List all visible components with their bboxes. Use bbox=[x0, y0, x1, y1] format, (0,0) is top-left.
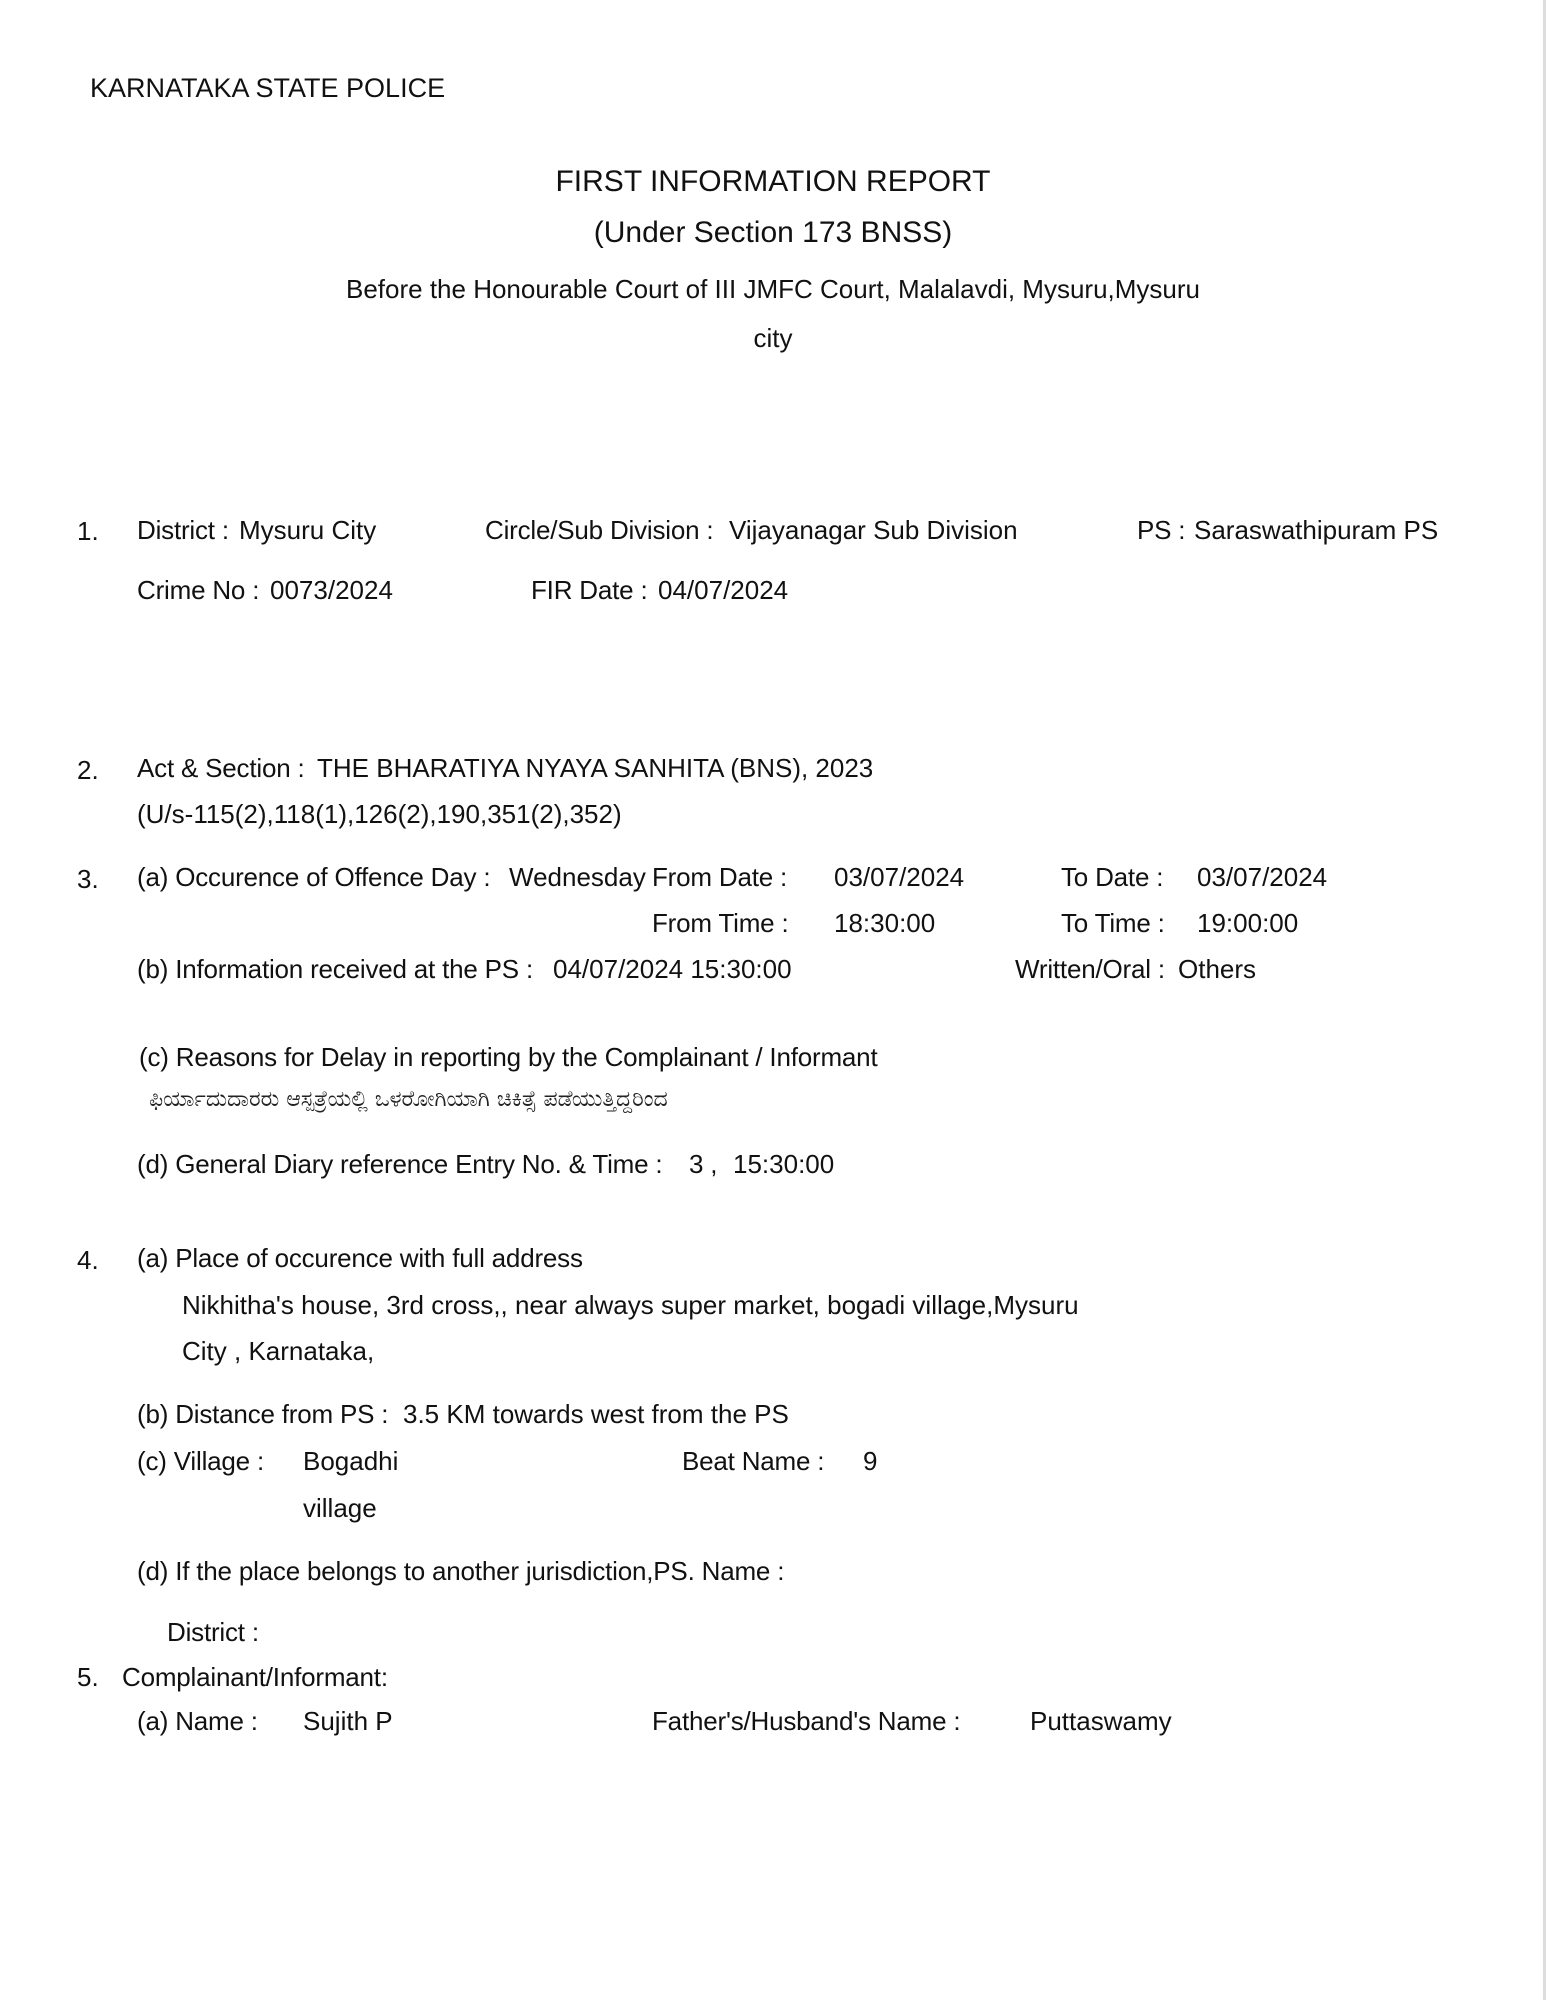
crime-no-label: Crime No : bbox=[137, 575, 260, 605]
beat-name-label: Beat Name : bbox=[682, 1446, 825, 1476]
beat-name-value: 9 bbox=[863, 1446, 878, 1476]
father-name-value: Puttaswamy bbox=[1030, 1706, 1172, 1736]
report-subtitle: (Under Section 173 BNSS) bbox=[593, 216, 953, 249]
father-name-label: Father's/Husband's Name : bbox=[652, 1706, 961, 1736]
occurence-day-value: Wednesday bbox=[509, 862, 646, 892]
district-label: District : bbox=[137, 515, 229, 545]
section-2-number: 2. bbox=[77, 755, 99, 785]
complainant-name-value: Sujith P bbox=[303, 1706, 393, 1736]
village-label: (c) Village : bbox=[137, 1446, 264, 1476]
diary-time: 15:30:00 bbox=[733, 1149, 835, 1179]
info-received-label: (b) Information received at the PS : bbox=[137, 954, 533, 984]
complainant-label: Complainant/Informant: bbox=[122, 1662, 388, 1692]
info-received-value: 04/07/2024 15:30:00 bbox=[553, 954, 792, 984]
section-4-number: 4. bbox=[77, 1245, 99, 1275]
org-name: KARNATAKA STATE POLICE bbox=[90, 73, 446, 103]
fir-date-value: 04/07/2024 bbox=[658, 575, 789, 605]
diary-ref-label: (d) General Diary reference Entry No. & Time : bbox=[137, 1149, 663, 1179]
section-1-number: 1. bbox=[77, 516, 99, 546]
circle-value: Vijayanagar Sub Division bbox=[729, 515, 1018, 545]
sections-value: (U/s-115(2),118(1),126(2),190,351(2),352) bbox=[137, 799, 622, 829]
occurence-day-label: (a) Occurence of Offence Day : bbox=[137, 862, 491, 892]
jurisdiction-label: (d) If the place belongs to another jurisdiction,PS. Name : bbox=[137, 1556, 785, 1586]
written-oral-value: Others bbox=[1178, 954, 1257, 984]
village-value-line-2: village bbox=[303, 1493, 377, 1523]
place-label: (a) Place of occurence with full address bbox=[137, 1243, 583, 1273]
court-line-1: Before the Honourable Court of III JMFC Court, Malalavdi, Mysuru,Mysuru bbox=[346, 274, 1200, 304]
court-line-2: city bbox=[753, 323, 793, 353]
to-time-value: 19:00:00 bbox=[1197, 908, 1299, 938]
from-time-value: 18:30:00 bbox=[834, 908, 936, 938]
delay-reason-text: ಫಿರ್ಯಾದುದಾರರು ಆಸ್ಪತ್ರೆಯಲ್ಲಿ ಒಳರೋಗಿಯಾಗಿ ಚಿಕಿತ್ಸೆ ಪಡೆಯುತ್ತಿದ್ದರಿಂದ bbox=[149, 1087, 668, 1112]
section-3-number: 3. bbox=[77, 864, 99, 894]
report-title: FIRST INFORMATION REPORT bbox=[555, 165, 991, 198]
jurisdiction-district-label: District : bbox=[167, 1617, 259, 1647]
act-value: THE BHARATIYA NYAYA SANHITA (BNS), 2023 bbox=[317, 753, 874, 783]
delay-reason-label: (c) Reasons for Delay in reporting by the Complainant / Informant bbox=[139, 1042, 878, 1072]
ps-label: PS : bbox=[1137, 515, 1186, 545]
address-line-2: City , Karnataka, bbox=[182, 1336, 375, 1366]
distance-label: (b) Distance from PS : bbox=[137, 1399, 389, 1429]
from-date-label: From Date : bbox=[652, 862, 788, 892]
act-section-label: Act & Section : bbox=[137, 753, 305, 783]
crime-no-value: 0073/2024 bbox=[270, 575, 393, 605]
distance-value: 3.5 KM towards west from the PS bbox=[403, 1399, 789, 1429]
to-time-label: To Time : bbox=[1061, 908, 1165, 938]
from-time-label: From Time : bbox=[652, 908, 789, 938]
from-date-value: 03/07/2024 bbox=[834, 862, 965, 892]
village-value-line-1: Bogadhi bbox=[303, 1446, 399, 1476]
diary-entry-no: 3 , bbox=[689, 1149, 718, 1179]
written-oral-label: Written/Oral : bbox=[1015, 954, 1165, 984]
to-date-label: To Date : bbox=[1061, 862, 1164, 892]
district-value: Mysuru City bbox=[239, 515, 377, 545]
address-line-1: Nikhitha's house, 3rd cross,, near always super market, bogadi village,Mysuru bbox=[182, 1290, 1079, 1320]
complainant-name-label: (a) Name : bbox=[137, 1706, 258, 1736]
ps-value: Saraswathipuram PS bbox=[1194, 515, 1439, 545]
fir-date-label: FIR Date : bbox=[531, 575, 648, 605]
to-date-value: 03/07/2024 bbox=[1197, 862, 1328, 892]
section-5-number: 5. bbox=[77, 1662, 99, 1692]
circle-label: Circle/Sub Division : bbox=[485, 515, 714, 545]
